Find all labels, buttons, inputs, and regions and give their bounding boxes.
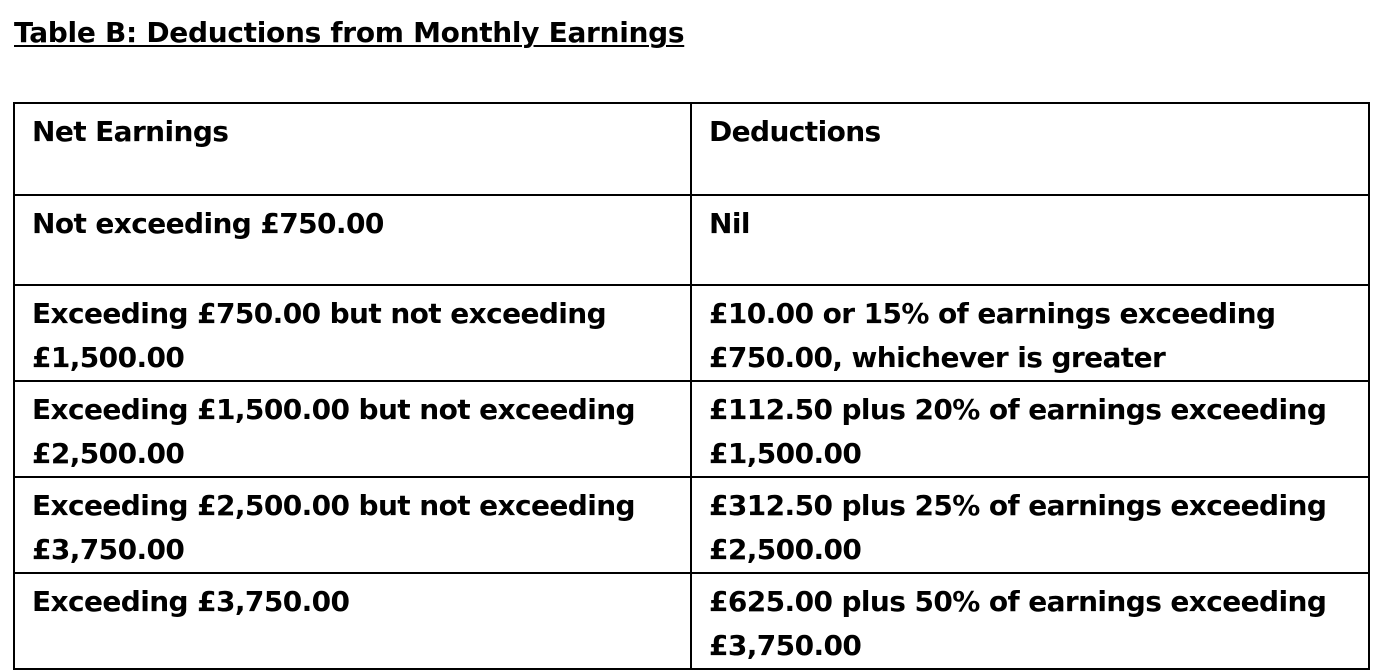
net-earnings-cell: Exceeding £3,750.00 [14, 573, 691, 669]
header-net-earnings: Net Earnings [14, 103, 691, 195]
table-row [14, 195, 1369, 285]
net-earnings-cell: Exceeding £1,500.00 but not exceeding £2,500.00 [14, 381, 691, 477]
table-title: Table B: Deductions from Monthly Earnings [14, 16, 685, 49]
table-row [14, 381, 1369, 477]
net-earnings-cell: Exceeding £750.00 but not exceeding £1,500.00 [14, 285, 691, 381]
table-row [14, 285, 1369, 381]
net-earnings-cell: Not exceeding £750.00 [14, 195, 691, 285]
deductions-cell: £10.00 or 15% of earnings exceeding £750.00, whichever is greater [691, 285, 1369, 381]
deductions-cell: £112.50 plus 20% of earnings exceeding £1,500.00 [691, 381, 1369, 477]
table-row [14, 477, 1369, 573]
header-deductions: Deductions [691, 103, 1369, 195]
net-earnings-cell: Exceeding £2,500.00 but not exceeding £3,750.00 [14, 477, 691, 573]
table-header-row [14, 103, 1369, 195]
deductions-cell: £312.50 plus 25% of earnings exceeding £2,500.00 [691, 477, 1369, 573]
deductions-cell: £625.00 plus 50% of earnings exceeding £3,750.00 [691, 573, 1369, 669]
deductions-cell: Nil [691, 195, 1369, 285]
deductions-table [13, 102, 1370, 670]
table-row [14, 573, 1369, 669]
